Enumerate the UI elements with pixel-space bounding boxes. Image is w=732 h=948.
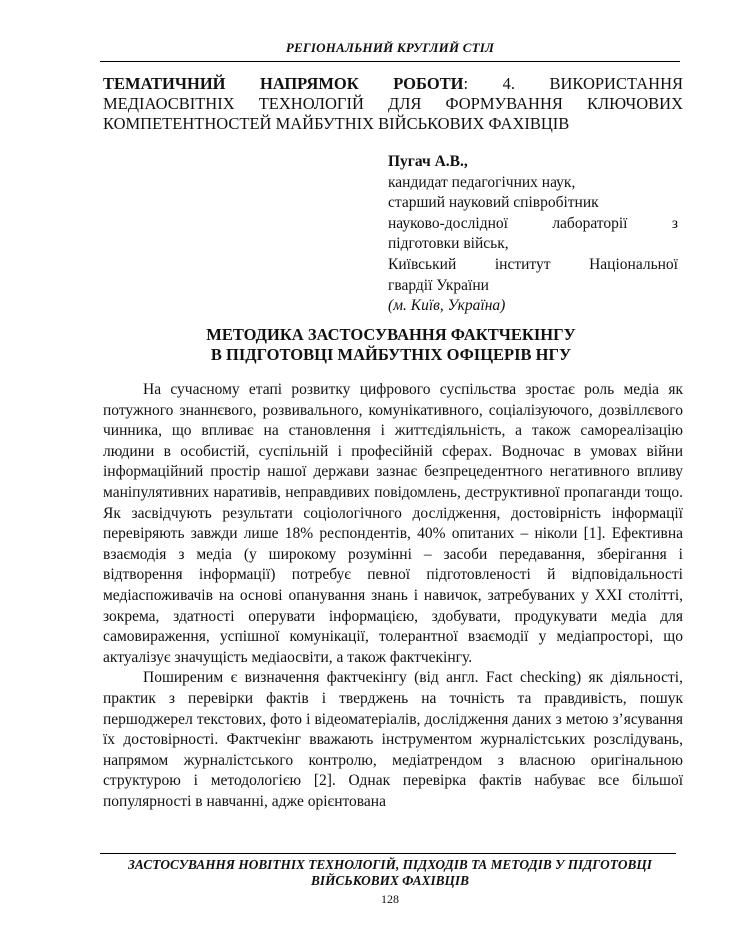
author-name: Пугач А.В., — [388, 153, 468, 170]
author-institute-line2: гвардії України — [388, 276, 489, 294]
running-footer — [100, 857, 680, 889]
paragraph: Поширеним є визначення фактчекінгу (від англ. Fact checking) як діяльності, практик з перевірки фактів і тверджень на точність та правдивість, пошук першоджерел текстових, фото і відеоматеріалів, дослідження даних з метою з’ясування їх достовірності. Фактчекінг вважають інструментом журналістських розслідувань, напрямом журналістського контролю, медіатрендом з власною оригінальною структурою і методологією [2]. Однак перевірка фактів набуває все більшої популярності в навчанні, адже орієнтована — [103, 669, 683, 810]
author-degree: кандидат педагогічних наук, — [388, 173, 576, 191]
header-divider — [100, 61, 680, 62]
article-title — [100, 325, 682, 365]
page-number: 128 — [381, 892, 399, 906]
author-city: (м. Київ, Україна) — [388, 297, 506, 315]
author-lab-line2: підготовки військ, — [388, 235, 509, 253]
thematic-direction-text: 4. ВИКОРИСТАННЯ МЕДІАОСВІТНІХ ТЕХНОЛОГІЙ ДЛЯ ФОРМУВАННЯ КЛЮЧОВИХ КОМПЕТЕНТНОСТЕЙ МАЙБУТНІХ ВІЙСЬКОВИХ ФАХІВЦІВ — [103, 74, 683, 133]
footer-line1: ЗАСТОСУВАННЯ НОВІТНІХ ТЕХНОЛОГІЙ, ПІДХОДІВ ТА МЕТОДІВ У ПІДГОТОВЦІ — [128, 857, 652, 872]
article-title-line2: В ПІДГОТОВЦІ МАЙБУТНІХ ОФІЦЕРІВ НГУ — [210, 345, 572, 364]
article-title-line1: МЕТОДИКА ЗАСТОСУВАННЯ ФАКТЧЕКІНГУ — [206, 325, 576, 344]
author-position: старший науковий співробітник — [388, 194, 599, 212]
paragraph: На сучасному етапі розвитку цифрового суспільства зростає роль медіа як потужного знаннєвого, розвивального, комунікативного, соціалізуючого, дозвіллєвого чинника, що впливає на становлення і життєдіяльність, а також самореалізацію людини в особистій, суспільній і професійній сферах. Водночас в умовах війни інформаційний простір нашої держави зазнає безпрецедентного негативного впливу маніпулятивних наративів, неправдивих повідомлень, деструктивної пропаганди тощо. Як засвідчують результати соціологічного дослідження, достовірність інформації перевіряють завжди лише 18% респондентів, 40% опитаних – ніколи [1]. Ефективна взаємодія з медіа (у широкому розумінні – засоби передавання, зберігання і відтворення інформації) потребує певної підготовленості й відповідальності медіаспоживачів на основі опанування знань і навичок, затребуваних у XXI столітті, зокрема, здатності оперувати інформацією, здобувати, продукувати медіа для самовираження, успішної комунікації, толерантної взаємодії у медіапросторі, що актуалізує значущість медіаосвіти, а також фактчекінгу. — [103, 381, 683, 666]
thematic-direction-label: ТЕМАТИЧНИЙ НАПРЯМОК РОБОТИ — [103, 74, 464, 93]
running-header: РЕГІОНАЛЬНИЙ КРУГЛИЙ СТІЛ — [285, 40, 495, 55]
article-body — [103, 380, 683, 812]
author-lab-line1: науково-дослідної лабораторії з — [388, 214, 678, 232]
thematic-direction-separator: : — [463, 74, 503, 93]
author-block — [388, 152, 678, 317]
footer-line2: ВІЙСЬКОВИХ ФАХІВЦІВ — [311, 873, 469, 888]
thematic-direction — [103, 74, 683, 134]
footer-divider — [100, 853, 676, 854]
author-institute-line1: Київський інститут Національної — [388, 255, 678, 273]
